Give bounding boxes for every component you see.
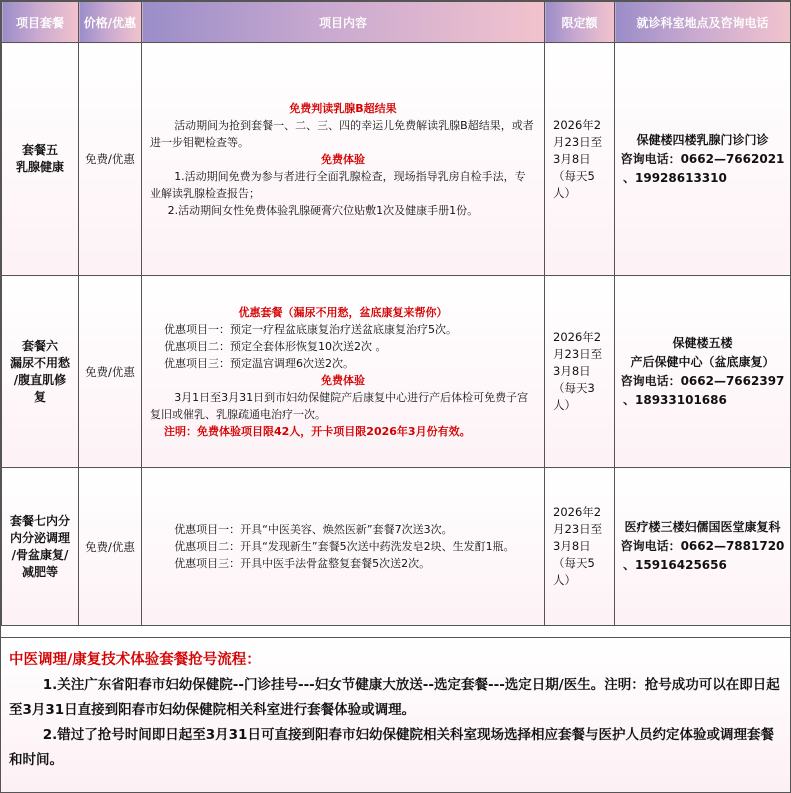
header-price: 价格/优惠 [79, 2, 142, 43]
phone-line: 咨询电话：0662—7881720 [620, 539, 785, 553]
header-package: 项目套餐 [2, 2, 79, 43]
content-item: 优惠项目二：预定全套体形恢复10次送2次 。 [164, 339, 387, 353]
phone-line: 、15916425656 [623, 558, 727, 572]
limit-cell: 2026年2月23日至3月8日（每天3人） [545, 276, 615, 468]
location-line: 医疗楼三楼妇儒国医堂康复科 [624, 520, 781, 534]
limit-cell: 2026年2月23日至3月8日（每天5人） [545, 43, 615, 276]
content-item: 优惠项目一：预定一疗程盆底康复治疗送盆底康复治疗5次。 [164, 322, 457, 336]
phone-line: 、19928613310 [623, 170, 727, 185]
content-paragraph: 2.活动期间女性免费体验乳腺硬膏穴位贴敷1次及健康手册1份。 [167, 203, 479, 217]
table-row [2, 276, 791, 468]
package-name: 套餐七内分 内分泌调理 /骨盆康复/ 减肥等 [2, 468, 79, 626]
header-limit: 限定额 [545, 2, 615, 43]
content-cell [142, 468, 545, 626]
content-item: 优惠项目一：开具“中医美容、焕然医新”套餐7次送3次。 [174, 523, 453, 536]
content-title: 优惠套餐（漏尿不用愁，盆底康复来帮你） [238, 305, 448, 319]
content-cell [142, 276, 545, 468]
table-row [2, 43, 791, 276]
content-paragraph: 3月1日至3月31日到市妇幼保健院产后康复中心进行产后体检可免费子宫复旧或催乳、乳腺疏通电治疗一次。 [150, 390, 529, 421]
booking-step: 2.错过了抢号时间即日起至3月31日可直接到阳春市妇幼保健院相关科室现场选择相应套餐与医护人员约定体验或调理套餐和时间。 [9, 727, 774, 768]
price-cell: 免费/优惠 [79, 43, 142, 276]
table-row [2, 468, 791, 626]
table-header-row [2, 2, 791, 43]
location-cell [615, 276, 791, 468]
booking-step: 1.关注广东省阳春市妇幼保健院--门诊挂号---妇女节健康大放送--选定套餐---选定日期/医生。注明：抢号成功可以在即日起至3月31日直接到阳春市妇幼保健院相关科室进行套餐体验或调理。 [9, 677, 780, 718]
content-cell [142, 43, 545, 276]
package-name: 套餐六 漏尿不用愁 /腹直肌修 复 [2, 276, 79, 468]
price-cell: 免费/优惠 [79, 276, 142, 468]
header-location: 就诊科室地点及咨询电话 [615, 2, 791, 43]
content-title: 免费体验 [321, 373, 365, 387]
location-line: 产后保健中心（盆底康复） [630, 354, 775, 369]
booking-process-title: 中医调理/康复技术体验套餐抢号流程： [9, 652, 261, 668]
content-item: 优惠项目二：开具“发现新生”套餐5次送中药洗发皂2块、生发酊1瓶。 [174, 540, 515, 553]
phone-line: 咨询电话：0662—7662021 [620, 151, 785, 166]
package-name: 套餐五 乳腺健康 [2, 43, 79, 276]
price-cell: 免费/优惠 [79, 468, 142, 626]
content-title: 免费判读乳腺B超结果 [289, 101, 397, 115]
location-cell [615, 43, 791, 276]
location-line: 保健楼四楼乳腺门诊门诊 [636, 132, 769, 147]
location-cell [615, 468, 791, 626]
booking-process-section [1, 637, 790, 792]
content-paragraph: 活动期间为抢到套餐一、二、三、四的幸运儿免费解读乳腺B超结果，或者进一步钼靶检查等。 [150, 118, 534, 149]
content-note: 注明：免费体验项目限42人，开卡项目限2026年3月份有效。 [164, 424, 471, 438]
location-line: 保健楼五楼 [672, 335, 733, 350]
content-item: 优惠项目三：开具中医手法骨盆整复套餐5次送2次。 [174, 557, 431, 570]
header-content: 项目内容 [142, 2, 545, 43]
package-table [1, 1, 791, 626]
content-paragraph: 1.活动期间免费为参与者进行全面乳腺检查，现场指导乳房自检手法，专业解读乳腺检查报告； [150, 169, 526, 200]
content-item: 优惠项目三：预定温宫调理6次送2次。 [164, 356, 354, 370]
phone-line: 、18933101686 [623, 392, 727, 407]
content-title: 免费体验 [321, 152, 365, 166]
limit-cell: 2026年2月23日至3月8日（每天5人） [545, 468, 615, 626]
phone-line: 咨询电话：0662—7662397 [620, 373, 785, 388]
